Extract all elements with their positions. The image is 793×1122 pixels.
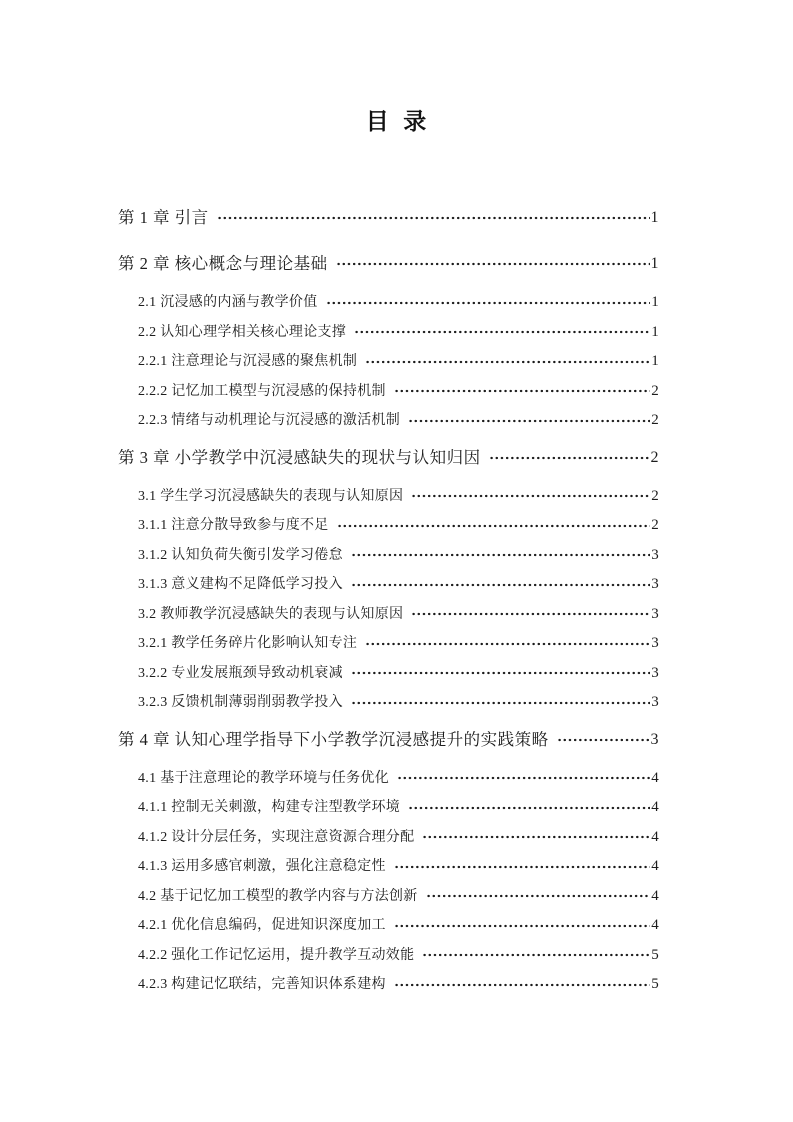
toc-page-number: 1 [650,255,659,272]
toc-page-number: 4 [651,799,659,815]
toc-page-number: 4 [651,917,659,933]
toc-page-number: 1 [651,353,659,369]
dot-leader [394,923,650,929]
toc-entry-label: 4.2.2 强化工作记忆运用，提升教学互动效能 [138,947,415,963]
toc-page-number: 2 [650,448,659,466]
toc-entry-label: 3.2 教师教学沉浸感缺失的表现与认知原因 [138,606,404,622]
toc-entry[interactable] [118,600,659,630]
toc-page-number: 2 [651,382,659,399]
toc-entry-label: 第 3 章 小学教学中沉浸感缺失的现状与认知归因 [118,447,481,467]
dot-leader [394,388,650,394]
dot-leader [351,700,650,706]
toc-entry[interactable] [118,570,659,600]
dot-leader [489,455,650,461]
toc-entry-label: 3.1.2 认知负荷失衡引发学习倦怠 [138,547,343,563]
toc-entry[interactable] [118,852,659,882]
toc-list [0,196,793,1000]
toc-entry[interactable] [118,911,659,941]
toc-entry[interactable] [118,688,659,718]
dot-leader [217,215,650,221]
toc-page-number: 3 [650,730,659,748]
dot-leader [351,670,650,676]
toc-page-number: 2 [651,412,659,428]
toc-entry[interactable] [118,511,659,541]
dot-leader [337,523,651,529]
dot-leader [557,737,650,743]
toc-page-number: 1 [650,209,659,226]
toc-entry[interactable] [118,288,659,318]
toc-entry[interactable] [118,793,659,823]
toc-entry[interactable] [118,442,659,474]
dot-leader [408,805,650,811]
toc-entry[interactable] [118,724,659,756]
toc-page-number: 4 [651,887,659,904]
dot-leader [394,864,650,870]
toc-entry-label: 第 4 章 认知心理学指导下小学教学沉浸感提升的实践策略 [118,729,549,749]
toc-entry[interactable] [118,764,659,794]
toc-entry-label: 2.2 认知心理学相关核心理论支撑 [138,324,347,340]
toc-entry[interactable] [118,882,659,912]
toc-page-number: 4 [651,828,659,845]
toc-entry-label: 第 1 章 引言 [118,208,209,227]
toc-entry[interactable] [118,347,659,377]
toc-page-number: 3 [651,546,659,563]
toc-entry-label: 2.1 沉浸感的内涵与教学价值 [138,295,318,310]
dot-leader [351,582,650,588]
toc-entry-label: 4.2 基于记忆加工模型的教学内容与方法创新 [138,888,418,904]
dot-leader [411,611,650,617]
toc-entry-label: 4.2.1 优化信息编码，促进知识深度加工 [138,918,386,933]
toc-entry[interactable] [118,941,659,971]
toc-entry[interactable] [118,202,659,234]
dot-leader [394,982,650,988]
toc-entry-label: 3.2.1 教学任务碎片化影响认知专注 [138,636,358,651]
toc-entry[interactable] [118,629,659,659]
toc-page-number: 4 [651,769,659,786]
toc-entry-label: 4.1.3 运用多感官刺激，强化注意稳定性 [138,859,386,874]
toc-entry[interactable] [118,659,659,689]
dot-leader [422,952,650,958]
toc-entry-label: 4.1 基于注意理论的教学环境与任务优化 [138,770,389,786]
toc-entry-label: 2.2.1 注意理论与沉浸感的聚焦机制 [138,354,358,369]
toc-page-number: 2 [651,487,659,504]
toc-page-number: 5 [651,976,659,992]
toc-entry-label: 4.2.3 构建记忆联结，完善知识体系建构 [138,977,386,992]
toc-entry[interactable] [118,406,659,436]
toc-entry[interactable] [118,482,659,512]
toc-page-number: 3 [651,694,659,710]
dot-leader [397,775,650,781]
toc-entry-label: 3.2.2 专业发展瓶颈导致动机衰减 [138,665,343,681]
toc-page-number: 4 [651,858,659,874]
dot-leader [354,329,650,335]
dot-leader [336,261,650,267]
toc-entry[interactable] [118,541,659,571]
toc-entry[interactable] [118,377,659,407]
toc-entry-label: 3.1.3 意义建构不足降低学习投入 [138,577,343,592]
toc-page-number: 3 [651,664,659,681]
dot-leader [426,893,651,899]
dot-leader [408,418,650,424]
dot-leader [326,300,651,306]
toc-entry-label: 3.1 学生学习沉浸感缺失的表现与认知原因 [138,488,404,504]
toc-entry-label: 4.1.2 设计分层任务，实现注意资源合理分配 [138,829,415,845]
toc-page-number: 1 [651,323,659,340]
dot-leader [422,834,650,840]
toc-entry-label: 第 2 章 核心概念与理论基础 [118,254,328,273]
toc-entry-label: 2.2.3 情绪与动机理论与沉浸感的激活机制 [138,413,401,428]
toc-page-number: 1 [651,294,659,310]
toc-page-number: 5 [651,946,659,963]
toc-entry-label: 4.1.1 控制无关刺激，构建专注型教学环境 [138,800,401,815]
dot-leader [365,641,650,647]
toc-entry-label: 2.2.2 记忆加工模型与沉浸感的保持机制 [138,383,386,399]
toc-entry[interactable] [118,970,659,1000]
toc-page-number: 3 [651,635,659,651]
toc-page-number: 3 [651,576,659,592]
toc-title: 目 录 [365,109,428,134]
toc-entry-label: 3.2.3 反馈机制薄弱削弱教学投入 [138,695,343,710]
dot-leader [411,493,650,499]
toc-page-number: 2 [651,517,659,533]
toc-entry-label: 3.1.1 注意分散导致参与度不足 [138,518,329,533]
dot-leader [365,359,650,365]
dot-leader [351,552,650,558]
toc-entry[interactable] [118,318,659,348]
toc-entry[interactable] [118,823,659,853]
toc-entry[interactable] [118,248,659,280]
toc-page-number: 3 [651,605,659,622]
